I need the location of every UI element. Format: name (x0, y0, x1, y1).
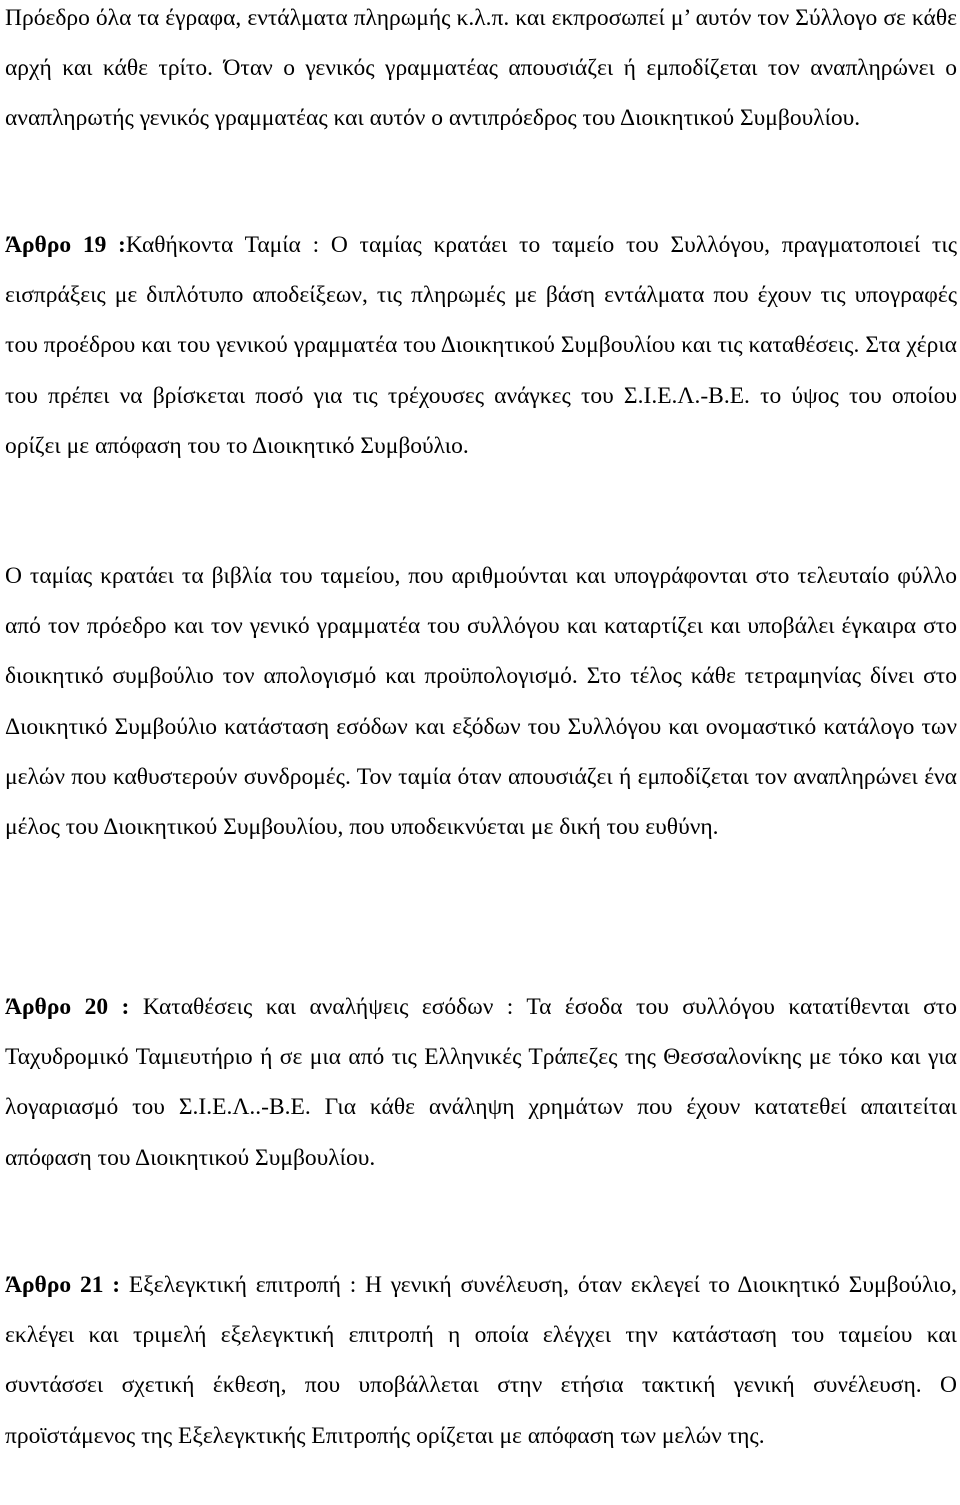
article-20-heading: Άρθρο 20 : (5, 994, 130, 1020)
paragraph-text: Πρόεδρο όλα τα έγραφα, εντάλματα πληρωμής κ.λ.π. και εκπροσωπεί μ’ αυτόν τον Σύλλογο σε κάθε αρχή και κάθε τρίτο. Όταν ο γενικός γραμματέας απουσιάζει ή εμποδίζεται τον αναπληρώνει ο αναπληρωτής γενικός γραμματέας και αυτόν ο αντιπρόεδρος του Διοικητικού Συμβουλίου. (5, 5, 957, 132)
article-21-paragraph (5, 1260, 957, 1461)
treasurer-books-paragraph (5, 551, 957, 852)
paragraph-text: Ο ταμίας κρατάει τα βιβλία του ταμείου, που αριθμούνται και υπογράφονται στο τελευταίο φύλλο από τον πρόεδρο και τον γενικό γραμματέα του συλλόγου και καταρτίζει και υποβάλει έγκαιρα στο διοικητικό συμβούλιο τον απολογισμό και προϋπολογισμό. Στο τέλος κάθε τετραμηνίας δίνει στο Διοικητικό Συμβούλιο κατάσταση εσόδων και εξόδων του Συλλόγου και ονομαστικό κατάλογο των μελών που καθυστερούν συνδρομές. Τον ταμία όταν απουσιάζει ή εμποδίζεται τον αναπληρώνει ένα μέλος του Διοικητικού Συμβουλίου, που υποδεικνύεται με δική του ευθύνη. (5, 563, 957, 841)
article-19-paragraph (5, 220, 957, 471)
article-21-text: Εξελεγκτική επιτροπή : Η γενική συνέλευση, όταν εκλεγεί το Διοικητικό Συμβούλιο, εκλέγει και τριμελή εξελεγκτική επιτροπή η οποία ελέγχει την κατάσταση του ταμείου και συντάσσει σχετική έκθεση, που υποβάλλεται στην ετήσια τακτική γενική συνέλευση. Ο προϊστάμενος της Εξελεγκτικής Επιτροπής ορίζεται με απόφαση των μελών της. (5, 1272, 958, 1449)
article-20-paragraph (5, 982, 957, 1183)
article-20-text: Καταθέσεις και αναλήψεις εσόδων : Τα έσοδα του συλλόγου κατατίθενται στο Ταχυδρομικό Ταμιευτήριο ή σε μια από τις Ελληνικές Τράπεζες της Θεσσαλονίκης με τόκο και για λογαριασμό του Σ.Ι.Ε.Λ..-Β.Ε. Για κάθε ανάληψη χρημάτων που έχουν κατατεθεί απαιτείται απόφαση του Διοικητικού Συμβουλίου. (5, 994, 957, 1171)
article-19-heading: Άρθρο 19 : (5, 232, 126, 258)
paragraph-secretary-duties (5, 0, 957, 144)
article-21-heading: Άρθρο 21 : (5, 1272, 121, 1298)
article-19-text: Καθήκοντα Ταμία : Ο ταμίας κρατάει το ταμείο του Συλλόγου, πραγματοποιεί τις εισπράξεις με διπλότυπο αποδείξεων, τις πληρωμές με βάση εντάλματα που έχουν τις υπογραφές του προέδρου και του γενικού γραμματέα του Διοικητικού Συμβουλίου και τις καταθέσεις. Στα χέρια του πρέπει να βρίσκεται ποσό για τις τρέχουσες ανάγκες του Σ.Ι.Ε.Λ.-Β.Ε. το ύψος του οποίου ορίζει με απόφαση του το Διοικητικό Συμβούλιο. (5, 232, 957, 459)
